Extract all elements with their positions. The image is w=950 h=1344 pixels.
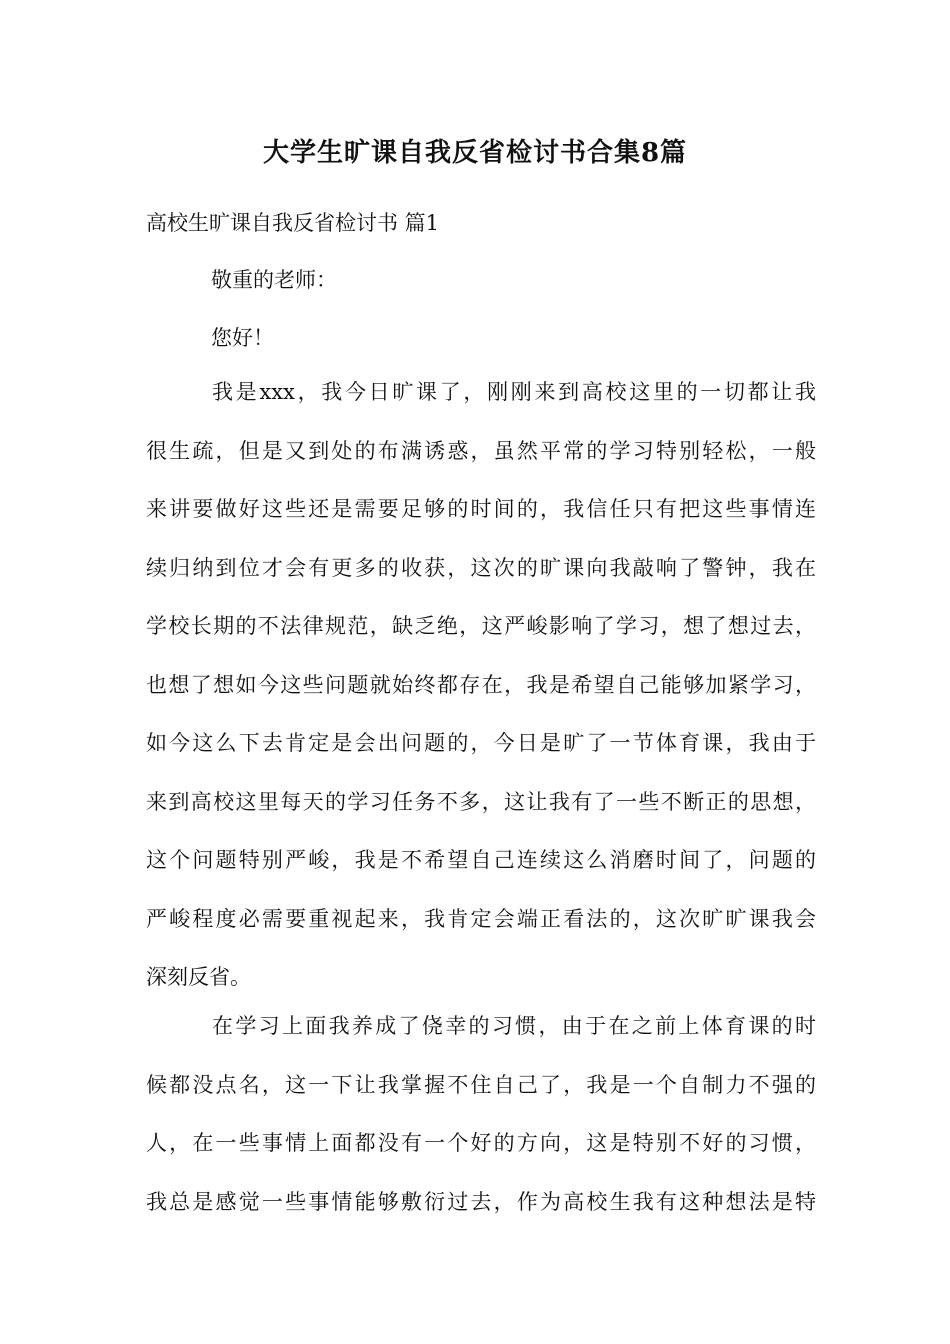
paragraph-line: 也想了想如今这些问题就始终都存在，我是希望自己能够加紧学习， [146, 672, 816, 697]
paragraph-line: 来讲要做好这些还是需要足够的时间的，我信任只有把这些事情连 [146, 497, 816, 521]
paragraph-line: 人，在一些事情上面都没有一个好的方向，这是特别不好的习惯， [146, 1131, 816, 1155]
document-title: 大学生旷课自我反省检讨书合集8篇 [262, 138, 688, 168]
paragraph-2 [146, 997, 816, 1231]
salutation: 敬重的老师： [211, 268, 337, 292]
section-heading: 高校生旷课自我反省检讨书 篇1 [146, 211, 440, 235]
paragraph-line: 我是xxx，我今日旷课了，刚刚来到高校这里的一切都让我 [212, 380, 816, 404]
paragraph-1 [146, 363, 816, 1007]
paragraph-line: 在学习上面我养成了侥幸的习惯，由于在之前上体育课的时 [212, 1014, 816, 1038]
paragraph-line: 来到高校这里每天的学习任务不多，这让我有了一些不断正的思想， [146, 789, 816, 814]
paragraph-line: 学校长期的不法律规范，缺乏绝，这严峻影响了学习，想了想过去， [146, 614, 816, 638]
paragraph-line: 很生疏，但是又到处的布满诱惑，虽然平常的学习特别轻松，一般 [146, 438, 816, 463]
greeting: 您好！ [211, 326, 274, 350]
paragraph-line: 如今这么下去肯定是会出问题的，今日是旷了一节体育课，我由于 [146, 731, 816, 755]
paragraph-line: 我总是感觉一些事情能够敷衍过去，作为高校生我有这种想法是特 [146, 1189, 816, 1214]
paragraph-line: 严峻程度必需要重视起来，我肯定会端正看法的，这次旷旷课我会 [146, 906, 816, 931]
paragraph-line: 续归纳到位才会有更多的收获，这次的旷课向我敲响了警钟，我在 [146, 555, 816, 580]
paragraph-line: 深刻反省。 [146, 965, 251, 989]
paragraph-line: 候都没点名，这一下让我掌握不住自己了，我是一个自制力不强的 [146, 1072, 816, 1097]
paragraph-line: 这个问题特别严峻，我是不希望自己连续这么消磨时间了，问题的 [146, 848, 816, 872]
